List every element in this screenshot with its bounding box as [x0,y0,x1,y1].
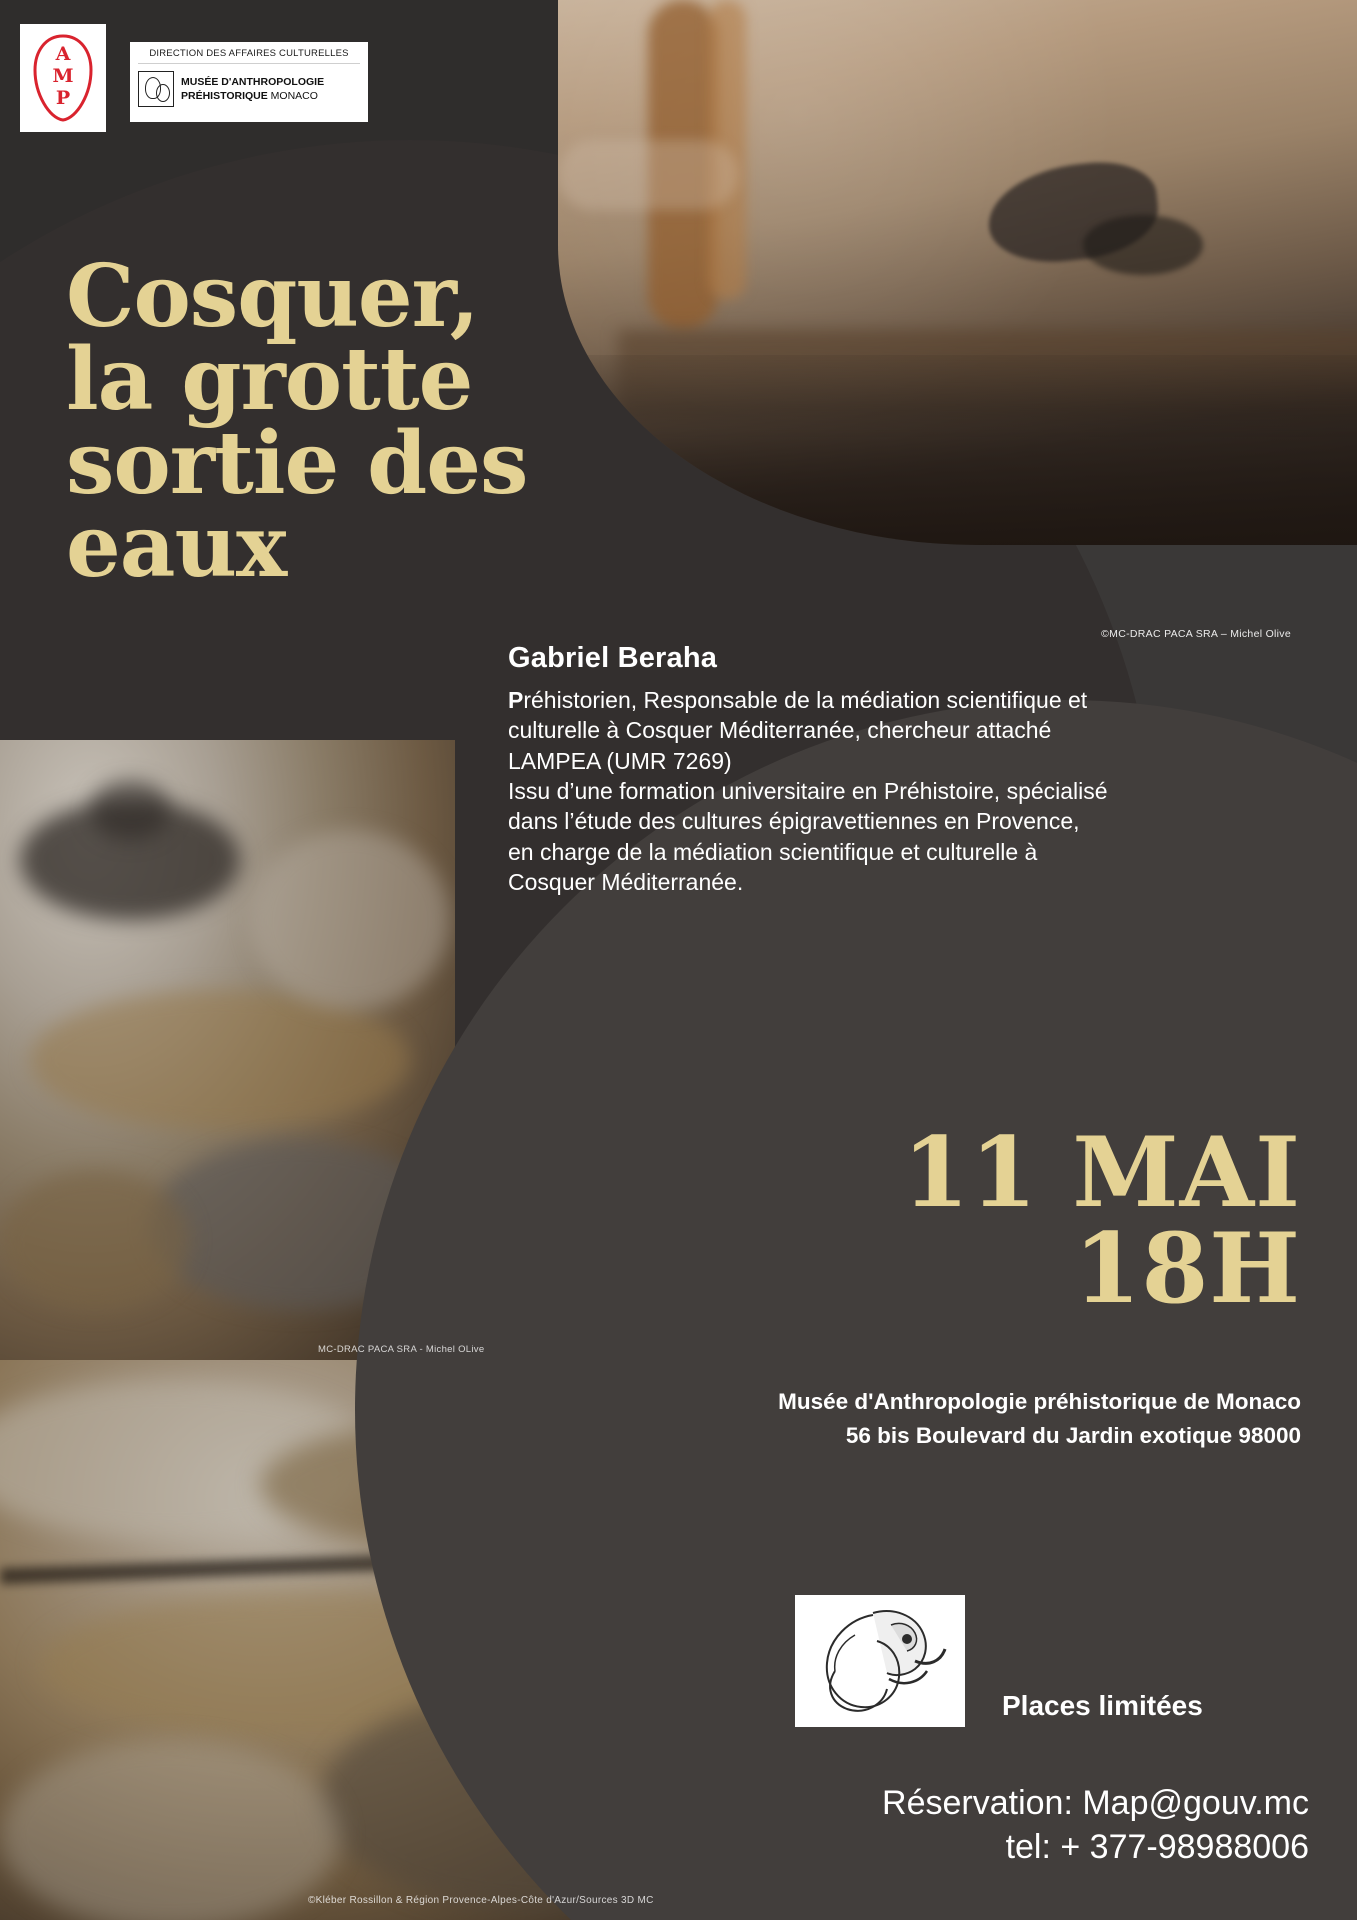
speaker-bio-line1: réhistorien, Responsable de la médiation [523,687,941,713]
speaker-block [508,642,1108,898]
places-limited-label: Places limitées [1002,1690,1203,1721]
venue-block [601,1385,1301,1453]
museum-logo-city: MONACO [270,90,318,102]
amp-logo [20,24,106,132]
credit-top: ©MC-DRAC PACA SRA – Michel Olive [1101,628,1291,640]
speaker-bio-first [508,685,1108,776]
reservation-phone[interactable]: tel: + 377-98988006 [1005,1827,1309,1866]
mammoth-logo [795,1595,965,1727]
museum-logo-icon [138,71,174,107]
credit-bottom: ©Kléber Rossillon & Région Provence-Alpes-Côte d'Azur/Sources 3D MC [308,1895,654,1906]
mammoth-skull-icon [795,1595,965,1727]
museum-logo-direction: DIRECTION DES AFFAIRES CULTURELLES [138,48,360,64]
credit-middle: MC-DRAC PACA SRA - Michel OLive [318,1344,485,1355]
title-line-4: eaux [66,496,287,598]
museum-logo [130,42,368,122]
svg-text:A: A [55,43,71,65]
venue-address: 56 bis Boulevard du Jardin exotique 98000 [845,1422,1301,1448]
poster-title [66,246,726,598]
event-date-day: 11 MAI [902,1116,1301,1229]
title-line-1: Cosquer, [66,246,479,347]
museum-logo-line2: PRÉHISTORIQUE [181,90,268,102]
event-date [741,1116,1301,1325]
title-line-2: la grotte [66,329,473,431]
title-line-3: sortie des [66,412,528,514]
speaker-bio-rest: scientifique et culturelle à Cosquer Méditerranée, chercheur attaché LAMPEA (UMR 7269) [508,687,1088,774]
reservation-block [549,1782,1309,1869]
museum-logo-line1: MUSÉE D'ANTHROPOLOGIE [181,75,325,88]
speaker-bio-dropcap: P [508,687,524,713]
speaker-bio-second: Issu d’une formation universitaire en Préhistoire, spécialisé dans l’étude des cultures épigravettiennes en Provence, en charge de la médiation scientifique et culturelle à Cosquer Méditerranée. [508,778,1108,896]
amp-logo-icon [29,32,97,124]
svg-text:P: P [55,87,71,109]
speaker-name: Gabriel Beraha [508,642,718,674]
svg-text:M: M [52,65,74,87]
event-date-time: 18H [1073,1212,1301,1325]
venue-name: Musée d'Anthropologie préhistorique de Monaco [778,1389,1301,1414]
reservation-email[interactable]: Réservation: Map@gouv.mc [882,1784,1309,1822]
